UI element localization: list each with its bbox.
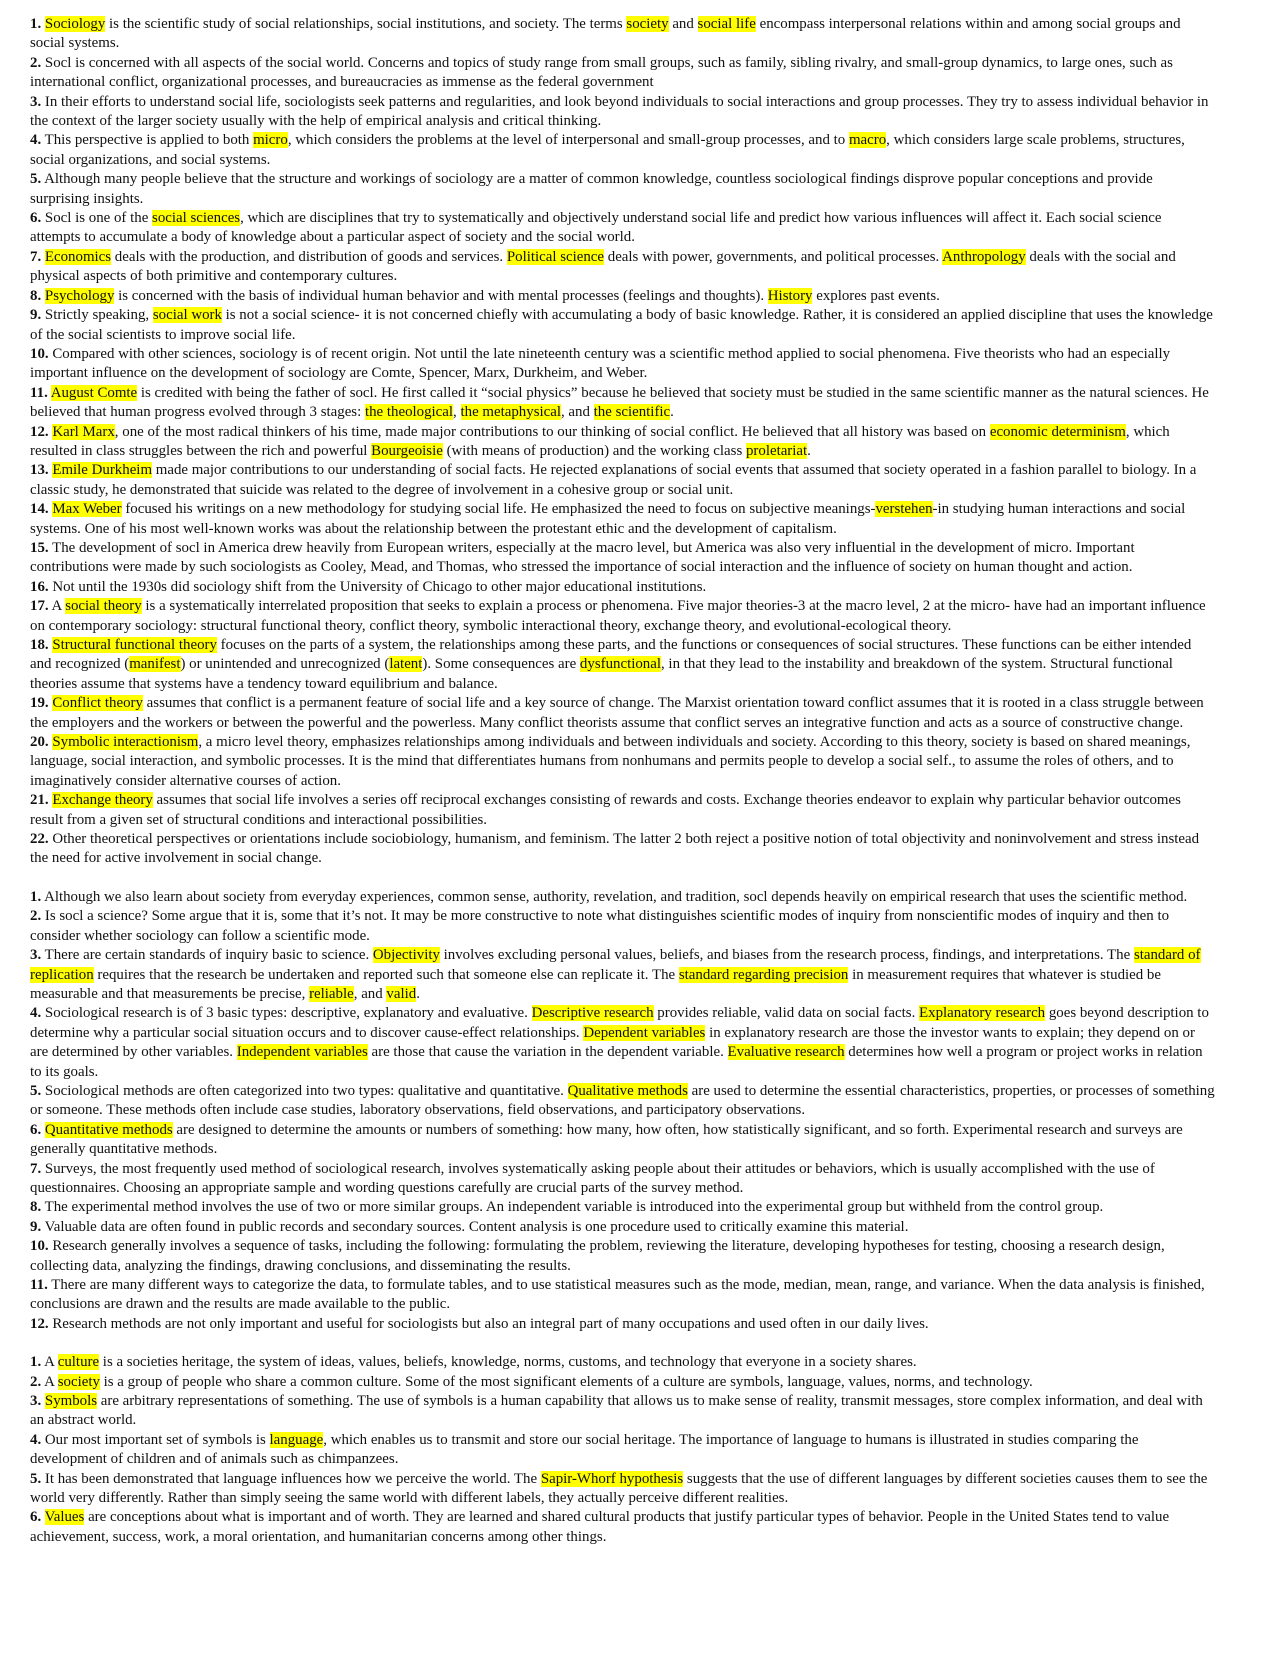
highlighted-term: Evaluative research [727,1044,845,1061]
paragraph-number: 5. [30,1082,42,1099]
numbered-paragraph [30,131,1215,170]
paragraph-text: Research generally involves a sequence of tasks, including the following: formulating the problem, reviewing the literature, developing hypotheses for testing, choosing a research design, collecting data, analyzing the findings, drawing conclusions, and disseminating the results. [30,1238,1165,1274]
paragraph-text: , in that they lead to the instability and breakdown of the system. Structural functional theories assume that systems have a tendency toward equilibrium and balance. [30,656,1173,692]
paragraph-text: ) or unintended and unrecognized ( [180,656,390,673]
paragraph-text: Valuable data are often found in public records and secondary sources. Content analysis is one procedure used to critically examine this material. [44,1218,909,1235]
numbered-paragraph [30,15,1215,54]
highlighted-term: macro [848,132,887,149]
paragraph-text: , and [560,404,594,421]
highlighted-term: dysfunctional [579,656,661,673]
highlighted-term: valid [386,985,417,1002]
numbered-paragraph [30,461,1215,500]
numbered-paragraph [30,345,1215,384]
paragraph-text: in explanatory research are those the investor wants to explain; they depend on or are determined by other variables. [30,1024,1195,1061]
highlighted-term: Structural functional theory [52,637,217,653]
highlighted-term: Conflict theory [52,695,143,712]
highlighted-term: culture [57,1354,100,1371]
paragraph-text: The development of socl in America drew heavily from European writers, especially at the macro level, but America was also very influential in the development of micro. Important contributions were made by such sociologists as Cooley, Mead, and Thomas, who stressed the importance of social interaction and the influence of society on human thought and action. [30,539,1135,576]
paragraph-text: is credited with being the father of socl. He first called it “social physics” because he believed that society must be studied in the same scientific manner as the natural sciences. He believed that human progress evolved through 3 stages: [30,384,1209,421]
highlighted-term: social sciences [152,210,241,227]
highlighted-term: Psychology [44,287,115,304]
highlighted-term: Explanatory research [919,1005,1046,1022]
paragraph-number: 18. [30,637,49,653]
paragraph-text: assumes that conflict is a permanent feature of social life and a key source of change. The Marxist orientation toward conflict assumes that it is rooted in a class struggle between the employers and the workers or between the powerful and the powerless. Many conflict theorists assume that conflict serves an integrative function and acts as a source of constructive change. [30,695,1204,731]
paragraph-text: are those that cause the variation in the dependent variable. [367,1044,728,1061]
paragraph-number: 10. [30,1238,49,1255]
paragraph-text: Our most important set of symbols is [44,1431,270,1448]
paragraph-text: -in studying human interactions and social systems. One of his most well-known works was about the relationship between the protestant ethic and the development of capitalism. [30,501,1186,537]
paragraph-text: Although many people believe that the structure and workings of sociology are a matter of common knowledge, countless sociological findings disprove popular conceptions and provide surprising insights. [30,171,1153,207]
paragraph-number: 3. [30,947,42,964]
numbered-paragraph [30,423,1215,462]
paragraph-number: 1. [30,888,42,905]
numbered-paragraph [30,578,1215,597]
numbered-paragraph [30,539,1215,578]
highlighted-term: Qualitative methods [567,1082,688,1099]
paragraph-text: are designed to determine the amounts or numbers of something: how many, how often, how statistically significant, and so forth. Experimental research and surveys are generally quantitative methods. [30,1121,1183,1158]
highlighted-term: Sapir-Whorf hypothesis [540,1470,684,1487]
paragraph-text: goes beyond description to determine why a particular social situation occurs and to discover cause-effect relationships. [30,1005,1209,1041]
paragraph-number: 6. [30,1509,42,1526]
paragraph-text: A [44,1354,58,1371]
numbered-paragraph [30,694,1215,733]
numbered-paragraph [30,500,1215,539]
paragraph-text: Surveys, the most frequently used method of sociological research, involves systematically asking people about their attitudes or behaviors, which is usually accomplished with the use of questionnaires. Choosing an appropriate sample and wording questions carefully are crucial parts of the survey method. [30,1160,1155,1196]
paragraph-text: There are certain standards of inquiry basic to science. [44,947,373,964]
highlighted-term: economic determinism [989,423,1126,440]
paragraph-text: ). Some consequences are [422,656,580,673]
paragraph-number: 8. [30,287,42,304]
paragraph-number: 17. [30,598,49,615]
numbered-paragraph [30,1392,1215,1431]
highlighted-term: the theological [364,404,454,421]
paragraph-text: A [44,1373,58,1390]
paragraph-text: is a group of people who share a common culture. Some of the most significant elements of a culture are symbols, language, values, norms, and technology. [99,1373,1033,1390]
paragraph-number: 6. [30,1121,42,1138]
numbered-paragraph [30,1004,1215,1082]
paragraph-text: requires that the research be undertaken and reported such that someone else can replicate it. The [93,966,679,983]
paragraph-text: assumes that social life involves a series off reciprocal exchanges consisting of rewards and costs. Exchange theories endeavor to explain why particular behavior outcomes result from a given set of structural conditions and interactional possibilities. [30,792,1181,828]
highlighted-term: the metaphysical [460,404,561,421]
paragraph-text: focused his writings on a new methodology for studying social life. He emphasized the need to focus on subjective meanings- [121,501,876,518]
paragraph-number: 3. [30,93,42,110]
highlighted-term: reliable [309,985,354,1002]
paragraph-number: 19. [30,695,49,712]
paragraph-number: 10. [30,345,49,362]
highlighted-term: Descriptive research [531,1005,654,1022]
paragraph-number: 14. [30,501,49,518]
highlighted-term: Karl Marx [52,423,115,440]
numbered-paragraph [30,1218,1215,1237]
numbered-paragraph [30,248,1215,287]
highlighted-term: proletariat [745,442,808,459]
paragraph-text: explores past events. [812,287,940,304]
numbered-paragraph [30,287,1215,306]
highlighted-term: Objectivity [372,947,440,964]
paragraph-text: is concerned with the basis of individual human behavior and with mental processes (feelings and thoughts). [114,287,768,304]
paragraph-text: Is socl a science? Some argue that it is, some that it’s not. It may be more constructive to note what distinguishes scientific modes of inquiry from nonscientific modes of inquiry and then to consider whether sociology can follow a scientific mode. [30,908,1170,944]
highlighted-term: Anthropology [942,248,1026,265]
paragraph-text: Socl is concerned with all aspects of the social world. Concerns and topics of study range from small groups, such as family, sibling rivalry, and small-group dynamics, to large ones, such as international conflict, organizational processes, and bureaucracies as immense as the federal government [30,54,1173,91]
paragraph-text: , which are disciplines that try to systematically and objectively understand social life and predict how various influences will affect it. Each social science attempts to accumulate a body of knowledge about a particular aspect of society and the social world. [30,210,1162,246]
numbered-paragraph [30,907,1215,946]
numbered-paragraph [30,1276,1215,1315]
paragraph-text: is a systematically interrelated proposition that seeks to explain a process or phenomena. Five major theories-3 at the macro level, 2 at the micro- have had an important influence on contemporary sociology: structural functional theory, conflict theory, symbolic interactional theory, exchange theory, and evolutional-ecological theory. [30,598,1206,634]
highlighted-term: language [269,1431,324,1448]
paragraph-text: provides reliable, valid data on social facts. [653,1005,920,1022]
paragraph-number: 22. [30,831,49,848]
highlighted-term: society [57,1373,100,1390]
numbered-paragraph [30,54,1215,93]
highlighted-term: Independent variables [236,1044,368,1061]
paragraph-text: deals with the production, and distribution of goods and services. [111,248,507,265]
paragraph-text: (with means of production) and the working class [442,442,746,459]
highlighted-term: Dependent variables [583,1024,706,1041]
paragraph-text: are conceptions about what is important and of worth. They are learned and shared cultural products that justify particular types of behavior. People in the United States tend to value achievement, success, work, a moral orientation, and humanitarian concerns among other things. [30,1509,1170,1545]
paragraph-text: suggests that the use of different languages by different societies causes them to see the world very differently. Rather than simply seeing the same world with different labels, they actually perceive different realities. [30,1470,1208,1507]
paragraph-number: 2. [30,54,42,71]
numbered-paragraph [30,1373,1215,1392]
numbered-paragraph [30,791,1215,830]
highlighted-term: social work [152,307,222,324]
paragraph-text: Strictly speaking, [44,307,153,324]
notes-section [30,15,1215,869]
paragraph-number: 12. [30,423,49,440]
paragraph-number: 7. [30,248,42,265]
paragraph-number: 3. [30,1393,42,1410]
paragraph-text: In their efforts to understand social life, sociologists seek patterns and regularities, and look beyond individuals to social interactions and group processes. They try to assess individual behavior in the context of the larger society usually with the help of empirical analysis and critical thinking. [30,93,1209,130]
numbered-paragraph [30,946,1215,1004]
numbered-paragraph [30,384,1215,423]
paragraph-text: are arbitrary representations of something. The use of symbols is a human capability that allows us to make sense of reality, transmit messages, store complex information, and deal with an abstract world. [30,1393,1203,1429]
paragraph-text: A [51,598,66,615]
numbered-paragraph [30,733,1215,791]
paragraph-number: 20. [30,734,49,751]
numbered-paragraph [30,1237,1215,1276]
paragraph-text: . [416,985,420,1002]
numbered-paragraph [30,1198,1215,1217]
highlighted-term: standard of replication [30,947,1201,983]
paragraph-number: 21. [30,792,49,809]
paragraph-text: involves excluding personal values, beliefs, and biases from the research process, findings, and interpretations. The [439,947,1134,964]
numbered-paragraph [30,1431,1215,1470]
paragraph-text: , [453,404,461,421]
paragraph-number: 6. [30,210,42,227]
numbered-paragraph [30,1082,1215,1121]
numbered-paragraph [30,1121,1215,1160]
paragraph-text: is a societies heritage, the system of ideas, values, beliefs, knowledge, norms, customs, and technology that everyone in a society shares. [99,1354,917,1371]
numbered-paragraph [30,1160,1215,1199]
numbered-paragraph [30,209,1215,248]
paragraph-text: is not a social science- it is not concerned chiefly with accumulating a body of basic knowledge. Rather, it is considered an applied discipline that uses the knowledge of the social scientists to improve social life. [30,307,1213,343]
paragraph-text: made major contributions to our understanding of social facts. He rejected explanations of social events that assumed that society operated in a fashion parallel to biology. In a classic study, he demonstrated that suicide was related to the degree of involvement in a cohesive group or social unit. [30,462,1197,498]
highlighted-term: History [767,287,813,304]
paragraph-text: , a micro level theory, emphasizes relationships among individuals and between individuals and society. According to this theory, society is based on shared meanings, language, social interaction, and symbolic processes. It is the mind that differentiates humans from nonhumans and permits people to develop a social self., to assume the roles of others, and to imaginatively consider alternative courses of action. [30,734,1191,789]
paragraph-text: encompass interpersonal relations within and among social groups and social systems. [30,16,1181,52]
highlighted-term: Sociology [44,16,106,32]
paragraph-text: and [668,16,698,32]
paragraph-number: 1. [30,1354,42,1371]
highlighted-term: Political science [506,248,605,265]
paragraph-number: 15. [30,539,49,556]
highlighted-term: manifest [129,656,181,673]
paragraph-text: The experimental method involves the use of two or more similar groups. An independent variable is introduced into the experimental group but withheld from the control group. [44,1199,1104,1216]
highlighted-term: Symbolic interactionism [52,734,199,751]
paragraph-text: . [670,404,674,421]
paragraph-text: , which considers the problems at the level of interpersonal and small-group processes, and to [287,132,849,149]
paragraph-text: Sociological research is of 3 basic types: descriptive, explanatory and evaluative. [44,1005,532,1022]
paragraph-text: determines how well a program or project works in relation to its goals. [30,1044,1203,1080]
notes-section [30,1353,1215,1547]
paragraph-number: 7. [30,1160,42,1177]
paragraph-number: 13. [30,462,49,479]
paragraph-number: 5. [30,171,42,188]
highlighted-term: latent [389,656,423,673]
highlighted-term: Symbols [44,1393,98,1410]
numbered-paragraph [30,1470,1215,1509]
highlighted-term: Emile Durkheim [52,462,153,479]
paragraph-number: 2. [30,1373,42,1390]
paragraph-text: Although we also learn about society from everyday experiences, common sense, authority, revelation, and tradition, socl depends heavily on empirical research that uses the scientific method. [44,888,1188,905]
highlighted-term: social life [697,16,756,32]
paragraph-text: deals with the social and physical aspects of both primitive and contemporary cultures. [30,248,1176,285]
paragraph-text: , which considers large scale problems, structures, social organizations, and social systems. [30,132,1185,168]
paragraph-text: in measurement requires that whatever is studied be measurable and that measurements be precise, [30,966,1161,1002]
paragraph-text: is the scientific study of social relationships, social institutions, and society. The terms [105,16,627,32]
highlighted-term: Values [44,1509,85,1526]
numbered-paragraph [30,636,1215,694]
paragraph-text: Socl is one of the [44,210,153,227]
paragraph-number: 12. [30,1315,49,1332]
paragraph-text: Sociological methods are often categorized into two types: qualitative and quantitative. [44,1082,568,1099]
paragraph-number: 1. [30,16,42,32]
paragraph-number: 4. [30,1005,42,1022]
highlighted-term: society [626,16,669,32]
highlighted-term: the scientific [593,404,671,421]
paragraph-text: , and [353,985,387,1002]
paragraph-text: , which enables us to transmit and store our social heritage. The importance of language to humans is illustrated in studies comparing the development of children and of animals such as chimpanzees. [30,1431,1139,1468]
numbered-paragraph [30,1353,1215,1372]
numbered-paragraph [30,1508,1215,1547]
paragraph-number: 9. [30,307,42,324]
highlighted-term: Quantitative methods [44,1121,173,1138]
numbered-paragraph [30,597,1215,636]
highlighted-term: social theory [65,598,142,615]
paragraph-number: 11. [30,384,48,401]
highlighted-term: verstehen [875,501,933,518]
paragraph-text: Not until the 1930s did sociology shift from the University of Chicago to other major educational institutions. [52,578,707,595]
paragraph-number: 16. [30,578,49,595]
highlighted-term: Max Weber [52,501,122,518]
paragraph-number: 4. [30,1431,42,1448]
paragraph-number: 5. [30,1470,42,1487]
paragraph-number: 8. [30,1199,42,1216]
paragraph-text: There are many different ways to categorize the data, to formulate tables, and to use statistical measures such as the mode, median, mean, range, and variance. When the data analysis is finished, conclusions are drawn and the results are made available to the public. [30,1277,1205,1313]
numbered-paragraph [30,170,1215,209]
paragraph-number: 9. [30,1218,42,1235]
highlighted-term: Exchange theory [52,792,153,809]
paragraph-text: It has been demonstrated that language influences how we perceive the world. The [44,1470,541,1487]
paragraph-text: Research methods are not only important and useful for sociologists but also an integral part of many occupations and used often in our daily lives. [52,1315,929,1332]
highlighted-term: Economics [44,248,112,265]
paragraph-text: deals with power, governments, and political processes. [604,248,943,265]
highlighted-term: micro [253,132,288,149]
highlighted-term: Bourgeoisie [371,442,443,459]
paragraph-number: 2. [30,908,42,925]
paragraph-text: , which resulted in class struggles between the rich and powerful [30,423,1170,459]
highlighted-term: August Comte [50,384,138,401]
notes-section [30,888,1215,1334]
numbered-paragraph [30,93,1215,132]
paragraph-text: focuses on the parts of a system, the relationships among these parts, and the functions or consequences of social structures. These functions can be either intended and recognized ( [30,637,1192,673]
numbered-paragraph [30,830,1215,869]
highlighted-term: standard regarding precision [678,966,849,983]
paragraph-text: Compared with other sciences, sociology is of recent origin. Not until the late nineteenth century was a scientific method applied to social phenomena. Five theorists who had an especially important influence on the development of sociology are Comte, Spencer, Marx, Durkheim, and Weber. [30,345,1171,382]
paragraph-text: This perspective is applied to both [44,132,254,149]
document-body [30,15,1215,1547]
paragraph-text: Other theoretical perspectives or orientations include sociobiology, humanism, and feminism. The latter 2 both reject a positive notion of total objectivity and noninvolvement and stress instead the need for active involvement in social change. [30,831,1200,867]
paragraph-number: 11. [30,1277,48,1293]
paragraph-number: 4. [30,132,42,149]
numbered-paragraph [30,306,1215,345]
paragraph-text: , one of the most radical thinkers of his time, made major contributions to our thinking of social conflict. He believed that all history was based on [114,423,990,440]
numbered-paragraph [30,888,1215,907]
numbered-paragraph [30,1315,1215,1334]
paragraph-text: are used to determine the essential characteristics, properties, or processes of something or someone. These methods often include case studies, laboratory observations, field observations, and participatory observations. [30,1082,1215,1119]
paragraph-text: . [807,442,811,459]
